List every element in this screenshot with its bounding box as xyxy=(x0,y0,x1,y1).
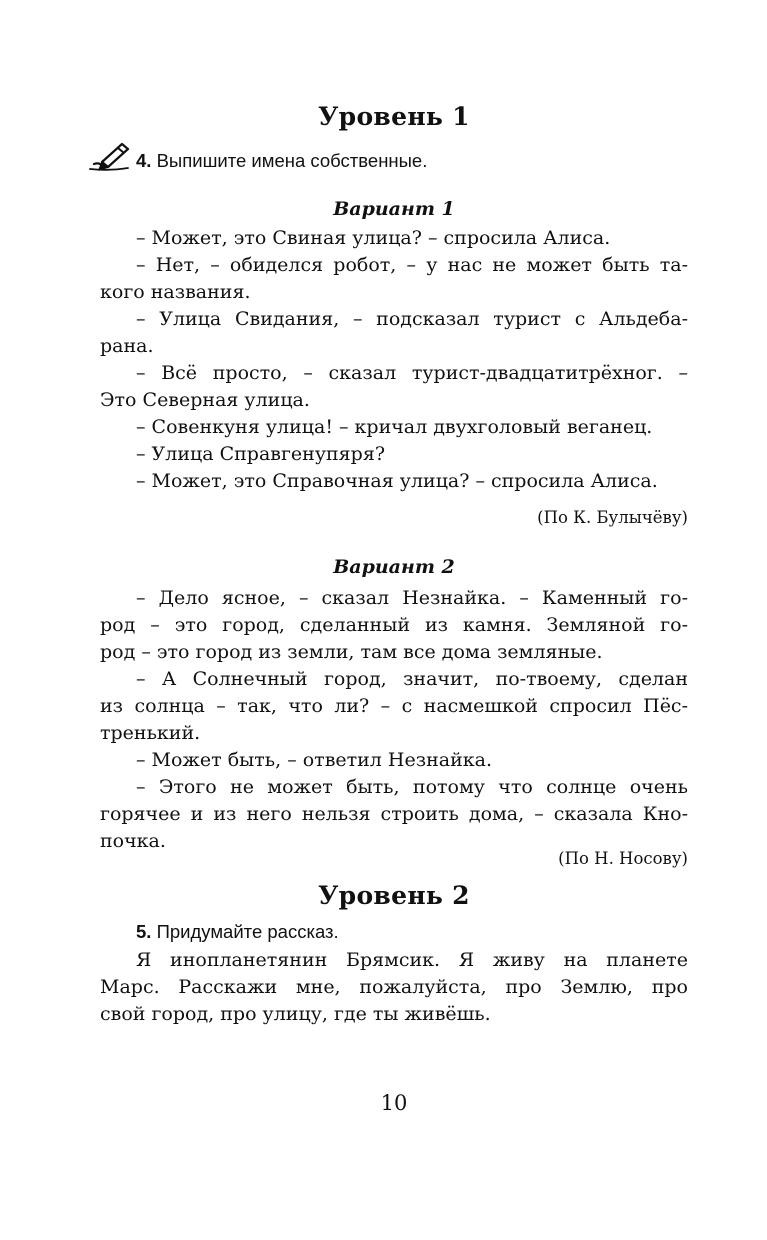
text-line: тренький. xyxy=(100,722,201,744)
text-line: – Может, это Справочная улица? – спросила Алиса. xyxy=(136,470,658,492)
text-line: почка. xyxy=(100,830,166,852)
variant-1-source: (По К. Булычёву) xyxy=(537,508,688,527)
task-5 xyxy=(136,918,339,945)
page-number: 10 xyxy=(380,1091,408,1115)
text-line: род – это город из земли, там все дома земляные. xyxy=(100,641,603,663)
pen-writing-icon xyxy=(88,138,132,172)
textbook-page xyxy=(100,0,688,1240)
text-line: Марс. Расскажи мне, пожалуйста, про Землю, про xyxy=(100,976,688,998)
text-line: Я инопланетянин Брямсик. Я живу на планете xyxy=(136,949,688,971)
variant-1-heading: Вариант 1 xyxy=(333,198,455,220)
text-line: – Улица Справгенупяря? xyxy=(136,443,386,465)
text-line: – Улица Свидания, – подсказал турист с Альдеба- xyxy=(136,308,688,330)
level-2-heading: Уровень 2 xyxy=(318,881,470,910)
text-line: – Этого не может быть, потому что солнце очень xyxy=(136,776,688,798)
text-line: из солнца – так, что ли? – с насмешкой спросил Пёс- xyxy=(100,695,688,717)
variant-2-source: (По Н. Носову) xyxy=(558,849,688,868)
text-line: род – это город, сделанный из камня. Земляной го- xyxy=(100,614,688,636)
task-5-number: 5. xyxy=(136,921,152,942)
text-line: Это Северная улица. xyxy=(100,389,310,411)
text-line: – Всё просто, – сказал турист-двадцатитрёхног. – xyxy=(136,362,688,384)
variant-2-heading: Вариант 2 xyxy=(333,556,455,578)
text-line: – Дело ясное, – сказал Незнайка. – Каменный го- xyxy=(136,587,688,609)
text-line: кого названия. xyxy=(100,281,251,303)
text-line: рана. xyxy=(100,335,154,357)
variant-1-text xyxy=(100,225,688,495)
text-line: – Может, это Свиная улица? – спросила Алиса. xyxy=(136,227,611,249)
variant-2-text xyxy=(100,585,688,855)
text-line: горячее и из него нельзя строить дома, – сказала Кно- xyxy=(100,803,688,825)
text-line: – Совенкуня улица! – кричал двухголовый веганец. xyxy=(136,416,653,438)
task-4 xyxy=(136,147,427,174)
level-1-heading: Уровень 1 xyxy=(318,102,470,131)
text-line: – А Солнечный город, значит, по-твоему, сделан xyxy=(136,668,688,690)
text-line: свой город, про улицу, где ты живёшь. xyxy=(100,1003,491,1025)
text-line: – Нет, – обиделся робот, – у нас не может быть та- xyxy=(136,254,688,276)
task-5-text: Придумайте рассказ. xyxy=(156,921,339,942)
text-line: – Может быть, – ответил Незнайка. xyxy=(136,749,492,771)
task-4-text: Выпишите имена собственные. xyxy=(156,150,428,171)
task-5-text-block xyxy=(100,947,688,1028)
task-4-number: 4. xyxy=(136,150,152,171)
